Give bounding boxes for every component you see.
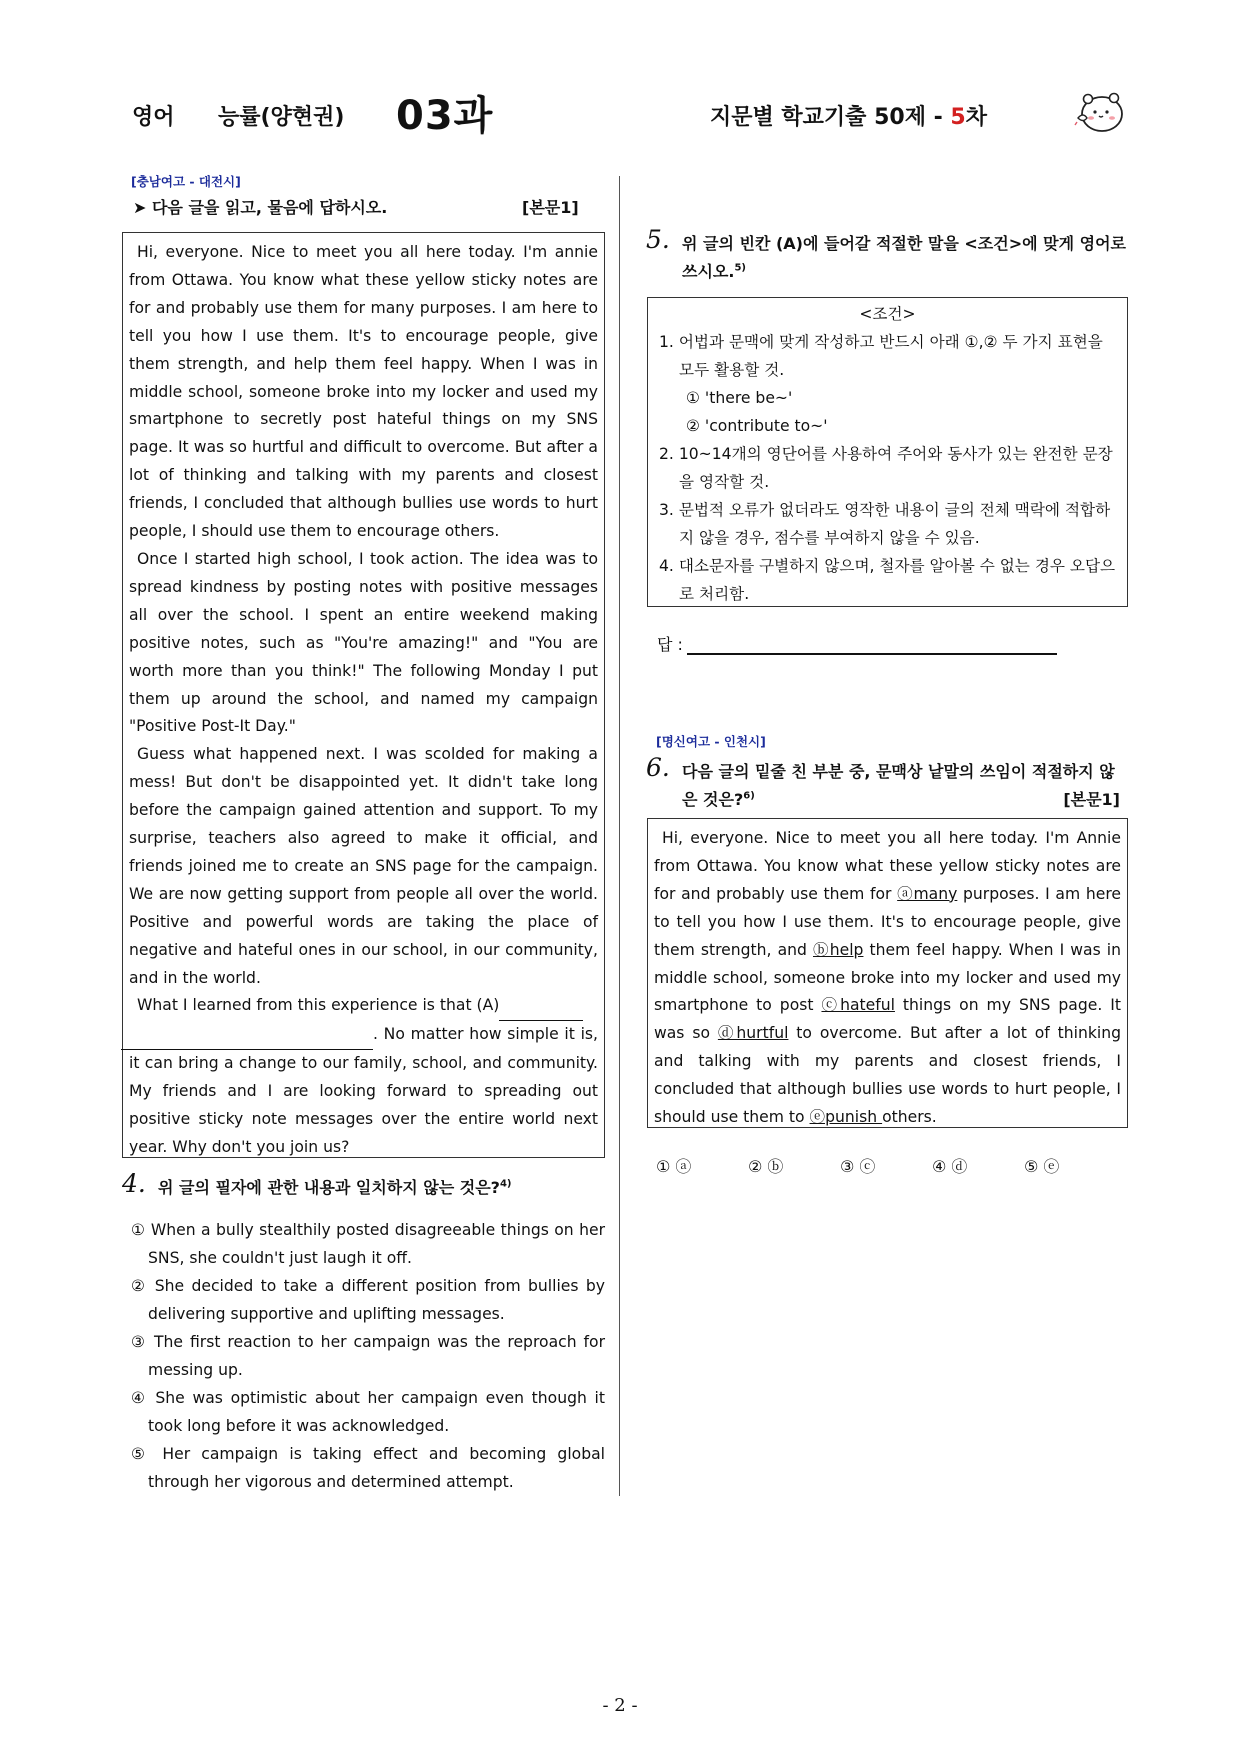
underlined-d: ⓓhurtful xyxy=(717,1024,789,1043)
question-text: 위 글의 빈칸 (A)에 들어갈 적절한 말을 <조건>에 맞게 영어로 쓰시오. xyxy=(682,234,1126,281)
instruction-text: ➤ 다음 글을 읽고, 물음에 답하시오. xyxy=(133,198,388,217)
option-3[interactable]: ③ ⓒ xyxy=(840,1157,876,1176)
passage-paragraph: Once I started high school, I took action. The idea was to spread kindness by posting notes with positive messages all over the school. I spent an entire weekend making positive notes, such as "You're amazing!" and "You are worth more than you think!" The following Monday I put them up around the school, and named my campaign "Positive Post-It Day." xyxy=(129,549,598,736)
underline-passage xyxy=(647,818,1128,1128)
passage-text: What I learned from this experience is that (A) xyxy=(137,996,500,1015)
condition-1-expression-a: ① 'there be~' xyxy=(686,389,793,407)
textbook-label: 능률(양현권) xyxy=(218,105,345,130)
footnote-ref: 5) xyxy=(734,262,746,274)
choice-4[interactable]: ④ She was optimistic about her campaign even though it took long before it was acknowledged. xyxy=(131,1389,605,1435)
choice-5[interactable]: ⑤ Her campaign is taking effect and becoming global through her vigorous and determined attempt. xyxy=(131,1445,605,1491)
condition-2: 2. 10~14개의 영단어를 사용하여 주어와 동사가 있는 완전한 문장을 영작할 것. xyxy=(659,445,1113,491)
blank-a-line xyxy=(499,992,583,1021)
choice-1[interactable]: ① When a bully stealthily posted disagreeable things on her SNS, she couldn't just laugh it off. xyxy=(131,1221,605,1267)
blank-a-line xyxy=(121,1021,373,1050)
passage-ref: [본문1] xyxy=(522,198,579,217)
passage-text: them feel happy. When I was in middle school, someone broke into my locker and used my smartphone to post xyxy=(654,940,1121,1015)
series-suffix: 차 xyxy=(965,105,987,130)
page-header xyxy=(0,92,1240,142)
condition-1-expression-b: ② 'contribute to~' xyxy=(686,417,828,435)
footnote-ref: 4) xyxy=(499,1178,512,1190)
instruction-row xyxy=(131,193,604,223)
column-divider xyxy=(619,176,620,1496)
passage-paragraph: Hi, everyone. Nice to meet you all here today. I'm annie from Ottawa. You know what these yellow sticky notes are for and probably use them for many purposes. I am here to tell you how I use them. It's to encourage people, give them strength, and help them feel happy. When I was in middle school, someone broke into my locker and used my smartphone to secretly post hateful things on my SNS page. It was so hurtful and difficult to overcome. But after a lot of thinking and talking with my parents and closest friends, I concluded that although bullies use words to hurt people, I should use them to encourage others. xyxy=(129,243,598,541)
passage-text: purposes. I am here to tell you how I use them. It's to encourage people, give them strength, and xyxy=(654,884,1122,959)
question-5-prompt xyxy=(646,225,1126,286)
subject-label: 영어 xyxy=(132,105,175,130)
option-1[interactable]: ① ⓐ xyxy=(656,1157,692,1176)
question-5 xyxy=(646,225,1126,286)
passage-text: things on my SNS page. It was so xyxy=(654,996,1121,1043)
question-6-header xyxy=(646,753,1120,814)
question-text: 다음 글의 밑줄 친 부분 중, 문맥상 낱말의 쓰임이 적절하지 않은 것은? xyxy=(682,762,1115,809)
condition-1: 1. 어법과 문맥에 맞게 작성하고 반드시 아래 ①,② 두 가지 표현을 모두 활용할 것. xyxy=(659,333,1103,379)
question-number: 4. xyxy=(122,1169,146,1198)
passage-text: others. xyxy=(882,1108,937,1127)
passage-text: to overcome. But after a lot of thinking and talking with my parents and closest friends, I concluded that although bullies use words to hurt people, I should use them to xyxy=(654,1024,1121,1127)
option-2[interactable]: ② ⓑ xyxy=(748,1157,784,1176)
question-4-prompt xyxy=(122,1169,605,1202)
school-tag: [충남여고 - 대전시] xyxy=(131,174,241,189)
question-number: 5. xyxy=(646,225,670,254)
conditions-title: <조건> xyxy=(859,305,916,323)
mascot-icon xyxy=(1074,88,1126,136)
underlined-a: ⓐmany xyxy=(897,884,958,903)
lesson-title: 03과 xyxy=(396,93,494,139)
page-number: - 2 - xyxy=(602,1695,638,1716)
passage-text: . No matter how simple it is, it can bring a change to our family, school, and community. My friends and I are looking forward to spreading out positive sticky note messages over the entire world next year. Why don't you join us? xyxy=(129,1025,598,1156)
condition-4: 4. 대소문자를 구별하지 않으며, 철자를 알아볼 수 없는 경우 오답으로 처리함. xyxy=(659,557,1116,603)
passage-ref: [본문1] xyxy=(1063,790,1120,809)
series-prefix: 지문별 학교기출 50제 - xyxy=(710,105,951,130)
footnote-ref: 6) xyxy=(743,790,755,802)
answer-choices xyxy=(122,1216,605,1496)
answer-options xyxy=(656,1154,1116,1177)
passage-paragraph xyxy=(129,992,598,1161)
choice-2[interactable]: ② She decided to take a different position from bullies by delivering supportive and uplifting messages. xyxy=(131,1277,605,1323)
school-tag: [명신여고 - 인천시] xyxy=(656,734,766,749)
underlined-b: ⓑhelp xyxy=(813,940,864,959)
reading-passage xyxy=(122,232,605,1158)
passage-text: Hi, everyone. Nice to meet you all here today. I'm Annie from Ottawa. You know what these yellow sticky notes are for and probably use them for xyxy=(654,829,1121,903)
question-4 xyxy=(122,1169,605,1496)
option-4[interactable]: ④ ⓓ xyxy=(932,1157,968,1176)
answer-line[interactable] xyxy=(687,635,1057,655)
question-6-prompt xyxy=(646,753,1120,814)
passage-paragraph xyxy=(654,825,1121,1132)
conditions-box xyxy=(647,297,1128,607)
underlined-e: ⓔpunish xyxy=(809,1108,883,1127)
question-number: 6. xyxy=(646,753,670,782)
choice-3[interactable]: ③ The first reaction to her campaign was the reproach for messing up. xyxy=(131,1333,605,1379)
question-text: 위 글의 필자에 관한 내용과 일치하지 않는 것은? xyxy=(158,1178,500,1197)
question-6 xyxy=(656,732,1128,750)
passage-paragraph: Guess what happened next. I was scolded for making a mess! But don't be disappointed yet. It didn't take long before the campaign gained attention and support. To my surprise, teachers also agreed to make it official, and friends joined me to create an SNS page for the campaign. We are now getting support from people all over the world. Positive and powerful words are taking the place of negative and hateful ones in our school, in our community, and in the world. xyxy=(129,745,598,987)
answer-row xyxy=(657,632,1057,655)
condition-3: 3. 문법적 오류가 없더라도 영작한 내용이 글의 전체 맥락에 적합하지 않을 경우, 점수를 부여하지 않을 수 있음. xyxy=(659,501,1111,547)
series-round: 5 xyxy=(950,105,966,130)
underlined-c: ⓒhateful xyxy=(821,996,895,1015)
option-5[interactable]: ⑤ ⓔ xyxy=(1024,1157,1060,1176)
series-title xyxy=(710,100,987,131)
answer-label: 답 : xyxy=(657,635,683,654)
left-column xyxy=(131,172,604,223)
